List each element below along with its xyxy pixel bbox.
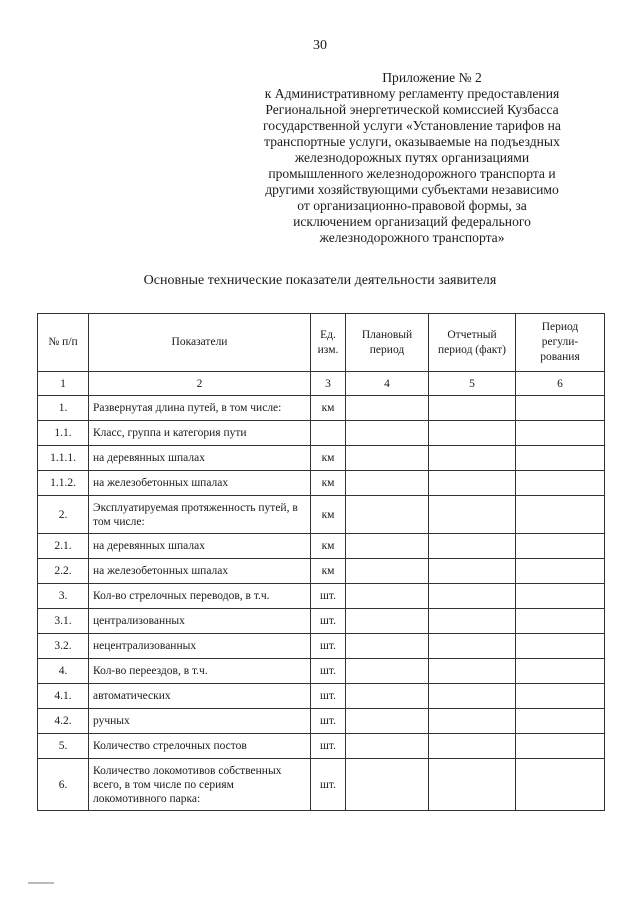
table-row — [38, 496, 605, 534]
header-plan-line: Плановый — [361, 328, 413, 341]
header-unit — [311, 314, 346, 372]
header-regulation-line: регули- — [541, 336, 579, 348]
row-indicator: на железобетонных шпалах — [89, 559, 311, 584]
table-row — [38, 659, 605, 684]
column-number-row — [38, 372, 605, 396]
fact-cell — [429, 659, 516, 684]
plan-cell — [346, 634, 429, 659]
fact-cell — [429, 759, 516, 811]
plan-cell — [346, 659, 429, 684]
row-number: 3. — [38, 584, 89, 609]
regulation-cell — [516, 496, 605, 534]
header-regulation-line: рования — [540, 351, 580, 363]
row-unit: шт. — [311, 634, 346, 659]
plan-cell — [346, 559, 429, 584]
table-row — [38, 709, 605, 734]
row-number: 6. — [38, 759, 89, 811]
plan-cell — [346, 396, 429, 421]
row-unit: км — [311, 496, 346, 534]
appendix-line: Региональной энергетической комиссией Кузбасса — [265, 102, 559, 117]
header-fact — [429, 314, 516, 372]
column-number: 2 — [89, 372, 311, 396]
row-number: 2. — [38, 496, 89, 534]
row-indicator: на деревянных шпалах — [89, 534, 311, 559]
row-unit: км — [311, 396, 346, 421]
regulation-cell — [516, 471, 605, 496]
row-unit: шт. — [311, 684, 346, 709]
plan-cell — [346, 471, 429, 496]
fact-cell — [429, 446, 516, 471]
row-number: 5. — [38, 734, 89, 759]
row-indicator: централизованных — [89, 609, 311, 634]
fact-cell — [429, 471, 516, 496]
header-num: № п/п — [38, 314, 89, 372]
fact-cell — [429, 734, 516, 759]
row-indicator: Эксплуатируемая протяженность путей, в том числе: — [89, 496, 311, 534]
regulation-cell — [516, 634, 605, 659]
row-indicator: на железобетонных шпалах — [89, 471, 311, 496]
row-indicator: нецентрализованных — [89, 634, 311, 659]
appendix-line: железнодорожных путях организациями — [294, 150, 530, 165]
appendix-line: государственной услуги «Установление тарифов на — [263, 118, 561, 133]
row-number: 1.1. — [38, 421, 89, 446]
regulation-cell — [516, 421, 605, 446]
row-unit: шт. — [311, 584, 346, 609]
table-row — [38, 684, 605, 709]
table-row — [38, 559, 605, 584]
fact-cell — [429, 584, 516, 609]
row-number: 3.1. — [38, 609, 89, 634]
column-number: 1 — [38, 372, 89, 396]
row-indicator: Класс, группа и категория пути — [89, 421, 311, 446]
fact-cell — [429, 534, 516, 559]
row-number: 2.1. — [38, 534, 89, 559]
header-unit-line: Ед. — [320, 328, 336, 341]
header-unit-line: изм. — [317, 343, 339, 356]
table-row — [38, 446, 605, 471]
appendix-header — [232, 70, 592, 246]
row-number: 1.1.1. — [38, 446, 89, 471]
fact-cell — [429, 396, 516, 421]
table-heading: Основные технические показатели деятельности заявителя — [143, 273, 497, 288]
row-indicator: ручных — [89, 709, 311, 734]
table-row — [38, 396, 605, 421]
regulation-cell — [516, 446, 605, 471]
plan-cell — [346, 684, 429, 709]
row-unit: км — [311, 559, 346, 584]
row-number: 1.1.2. — [38, 471, 89, 496]
appendix-line: исключением организаций федерального — [293, 214, 531, 229]
row-number: 2.2. — [38, 559, 89, 584]
fact-cell — [429, 559, 516, 584]
table-row — [38, 534, 605, 559]
regulation-cell — [516, 734, 605, 759]
plan-cell — [346, 609, 429, 634]
plan-cell — [346, 496, 429, 534]
appendix-line: транспортные услуги, оказываемые на подъездных — [264, 134, 560, 149]
row-indicator: автоматических — [89, 684, 311, 709]
regulation-cell — [516, 609, 605, 634]
row-unit: шт. — [311, 709, 346, 734]
header-regulation — [516, 314, 605, 372]
regulation-cell — [516, 709, 605, 734]
table-row — [38, 421, 605, 446]
appendix-line: железнодорожного транспорта» — [319, 230, 505, 245]
appendix-title: Приложение № 2 — [382, 70, 482, 85]
fact-cell — [429, 709, 516, 734]
table-row — [38, 584, 605, 609]
header-fact-line: период (факт) — [438, 343, 506, 356]
plan-cell — [346, 421, 429, 446]
appendix-line: от организационно-правовой формы, за — [297, 198, 527, 213]
fact-cell — [429, 684, 516, 709]
fact-cell — [429, 609, 516, 634]
row-number: 4. — [38, 659, 89, 684]
row-indicator: Кол-во стрелочных переводов, в т.ч. — [89, 584, 311, 609]
table-header-row — [38, 314, 605, 372]
indicators-table — [37, 313, 605, 811]
plan-cell — [346, 709, 429, 734]
row-unit: км — [311, 534, 346, 559]
fact-cell — [429, 421, 516, 446]
table-row — [38, 734, 605, 759]
row-number: 1. — [38, 396, 89, 421]
table-row — [38, 759, 605, 811]
regulation-cell — [516, 659, 605, 684]
row-unit: шт. — [311, 759, 346, 811]
table-row — [38, 634, 605, 659]
column-number: 4 — [346, 372, 429, 396]
column-number: 6 — [516, 372, 605, 396]
row-unit — [311, 421, 346, 446]
page-number: 30 — [313, 38, 327, 53]
header-plan-line: период — [369, 343, 405, 356]
header-fact-line: Отчетный — [447, 328, 497, 341]
regulation-cell — [516, 559, 605, 584]
table-row — [38, 471, 605, 496]
regulation-cell — [516, 534, 605, 559]
scan-artifact — [28, 882, 54, 884]
row-unit: км — [311, 446, 346, 471]
row-unit: шт. — [311, 734, 346, 759]
regulation-cell — [516, 584, 605, 609]
header-name: Показатели — [89, 314, 311, 372]
row-number: 3.2. — [38, 634, 89, 659]
row-indicator: Количество стрелочных постов — [89, 734, 311, 759]
regulation-cell — [516, 684, 605, 709]
header-regulation-line: Период — [541, 321, 579, 333]
row-indicator: Количество локомотивов собственных всего, в том числе по сериям локомотивного парка: — [89, 759, 311, 811]
row-indicator: Развернутая длина путей, в том числе: — [89, 396, 311, 421]
appendix-line: к Административному регламенту предоставления — [264, 86, 560, 101]
row-number: 4.2. — [38, 709, 89, 734]
row-indicator: на деревянных шпалах — [89, 446, 311, 471]
row-unit: шт. — [311, 659, 346, 684]
row-number: 4.1. — [38, 684, 89, 709]
regulation-cell — [516, 759, 605, 811]
fact-cell — [429, 496, 516, 534]
table-row — [38, 609, 605, 634]
plan-cell — [346, 584, 429, 609]
row-indicator: Кол-во переездов, в т.ч. — [89, 659, 311, 684]
plan-cell — [346, 534, 429, 559]
appendix-line: промышленного железнодорожного транспорта и — [268, 166, 556, 181]
row-unit: шт. — [311, 609, 346, 634]
regulation-cell — [516, 396, 605, 421]
column-number: 5 — [429, 372, 516, 396]
appendix-line: другими хозяйствующими субъектами независимо — [265, 182, 559, 197]
column-number: 3 — [311, 372, 346, 396]
fact-cell — [429, 634, 516, 659]
row-unit: км — [311, 471, 346, 496]
plan-cell — [346, 734, 429, 759]
header-plan — [346, 314, 429, 372]
plan-cell — [346, 759, 429, 811]
plan-cell — [346, 446, 429, 471]
